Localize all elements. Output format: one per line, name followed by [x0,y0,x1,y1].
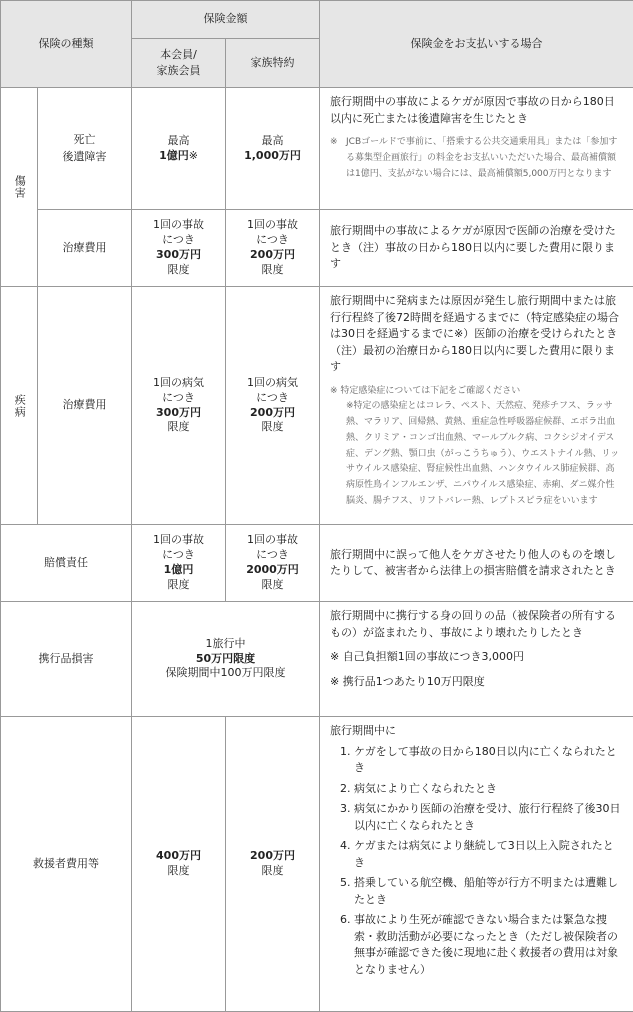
row-baggage-note2: ※ 携行品1つあたり10万円限度 [330,674,623,691]
row-illness-medical-family-pre: 1回の病気 につき [226,376,319,406]
header-amount: 保険金額 [132,1,320,39]
row-injury-medical-member-pre: 1回の事故 につき [132,218,225,248]
row-liability-family [226,525,320,602]
row-injury-medical-label: 治療費用 [38,210,132,287]
header-type: 保険の種類 [1,1,132,88]
row-death-member [132,88,226,210]
row-baggage-label: 携行品損害 [1,602,132,717]
row-injury-medical-family-post: 限度 [226,263,319,278]
row-death-note-mark: ※ [330,135,346,182]
row-illness-medical-note-title: ※ 特定感染症については下記をご確認ください [330,384,623,400]
list-item: 4. ケガまたは病気により継続して3日以上入院されたとき [354,838,623,871]
row-illness-medical-member-post: 限度 [132,420,225,435]
header-conditions: 保険金をお支払いする場合 [320,1,633,88]
row-illness-medical-note-text: ※特定の感染症とはコレラ、ペスト、天然痘、発疹チフス、ラッサ熱、マラリア、回帰熱、黄熱、重症急性呼吸器症候群、エボラ出血熱、クリミア・コンゴ出血熱、マールブルク病、コクシジオイデス症、デング熱、顎口虫（がっこうちゅう）、ウエストナイル熱、リッサウイルス感染症、腎症候性出血熱、ハンタウイルス肺症候群、高病原性鳥インフルエンザ、ニパウイルス感染症、赤痢、ダニ媒介性脳炎、腸チフス、リフトバレー熱、レプトスピラ症をいいます [330,399,623,509]
row-rescue-label: 救援者費用等 [1,717,132,1012]
group-illness-label: 疾病 [11,394,28,418]
row-illness-medical-desc: 旅行期間中に発病または原因が発生し旅行期間中または旅行行程終了後72時間を経過するまでに（特定感染症の場合は30日を経過するまでに※）医師の治療を受けられたとき（注）最初の治療日から180日以内に要した費用に限ります [330,293,623,376]
row-death-member-mark: ※ [189,149,198,162]
row-death-note-text: JCBゴールドで事前に、「搭乗する公共交通乗用具」または「参加する募集型企画旅行」の料金をお支払いいただいた場合、最高補償額は1億円、支払がない場合には、最高補償額5,000万円となります [346,135,623,182]
row-baggage-amount-bold: 50万円 [196,652,233,665]
row-illness-medical-family-post: 限度 [226,420,319,435]
row-rescue-desc-cell [320,717,633,1012]
row-liability-family-bold: 2000万円 [246,563,299,576]
row-rescue-family-bold: 200万円 [250,849,295,862]
row-rescue-family-post: 限度 [226,864,319,879]
row-liability-member [132,525,226,602]
row-baggage-amount-pre: 1旅行中 [132,637,319,652]
row-death-label: 死亡 後遺障害 [38,88,132,210]
row-illness-medical-family [226,287,320,525]
row-baggage-note1: ※ 自己負担額1回の事故につき3,000円 [330,649,623,666]
row-rescue-family [226,717,320,1012]
row-liability-label: 賠償責任 [1,525,132,602]
row-rescue-member-post: 限度 [132,864,225,879]
row-death-member-bold: 1億円 [159,149,189,162]
row-liability-desc: 旅行期間中に誤って他人をケガさせたり他人のものを壊したりして、被害者から法律上の損害賠償を請求されたとき [320,525,633,602]
row-death-desc-cell [320,88,633,210]
row-death-family-pre: 最高 [226,134,319,149]
row-death-desc: 旅行期間中の事故によるケガが原因で事故の日から180日以内に死亡または後遺障害を生じたとき [330,94,623,127]
row-illness-medical-note [330,384,623,510]
row-death-family-bold: 1,000万円 [244,149,301,162]
group-injury-label: 傷害 [11,175,28,199]
row-injury-medical-member-post: 限度 [132,263,225,278]
row-injury-medical-family [226,210,320,287]
row-baggage-desc-cell [320,602,633,717]
row-death-family [226,88,320,210]
row-liability-family-post: 限度 [226,578,319,593]
row-illness-medical-member [132,287,226,525]
row-baggage-desc: 旅行期間中に携行する身の回りの品（被保険者の所有するもの）が盗まれたり、事故により壊れたりしたとき [330,608,623,641]
row-baggage-amount [132,602,320,717]
list-item: 5. 搭乗している航空機、船舶等が行方不明または遭難したとき [354,875,623,908]
group-illness [1,287,38,525]
row-illness-medical-desc-cell [320,287,633,525]
row-rescue-desc: 旅行期間中に [330,723,623,740]
row-liability-member-bold: 1億円 [164,563,194,576]
row-liability-member-pre: 1回の事故 につき [132,533,225,563]
row-illness-medical-member-bold: 300万円 [156,406,201,419]
row-rescue-list [330,744,623,979]
row-death-note [330,135,623,182]
row-death-member-pre: 最高 [132,134,225,149]
list-item: 6. 事故により生死が確認できない場合または緊急な捜索・救助活動が必要になったとき（ただし被保険者の無事が確認できた後に現地に赴く救援者の費用は対象となりません） [354,912,623,978]
row-injury-medical-family-bold: 200万円 [250,248,295,261]
list-item: 2. 病気により亡くなられたとき [354,781,623,798]
row-illness-medical-member-pre: 1回の病気 につき [132,376,225,406]
row-liability-family-pre: 1回の事故 につき [226,533,319,563]
row-baggage-amount-post: 保険期間中100万円限度 [132,666,319,681]
row-rescue-member [132,717,226,1012]
row-injury-medical-desc: 旅行期間中の事故によるケガが原因で医師の治療を受けたとき（注）事故の日から180日以内に要した費用に限ります [320,210,633,287]
group-injury [1,88,38,287]
row-illness-medical-family-bold: 200万円 [250,406,295,419]
row-injury-medical-member [132,210,226,287]
row-injury-medical-family-pre: 1回の事故 につき [226,218,319,248]
list-item: 3. 病気にかかり医師の治療を受け、旅行行程終了後30日以内に亡くなられたとき [354,801,623,834]
row-baggage-amount-bold-post: 限度 [233,652,255,665]
row-liability-member-post: 限度 [132,578,225,593]
row-injury-medical-member-bold: 300万円 [156,248,201,261]
row-illness-medical-label: 治療費用 [38,287,132,525]
header-member: 本会員/ 家族会員 [132,39,226,88]
header-family: 家族特約 [226,39,320,88]
list-item: 1. ケガをして事故の日から180日以内に亡くなられたとき [354,744,623,777]
row-rescue-member-bold: 400万円 [156,849,201,862]
